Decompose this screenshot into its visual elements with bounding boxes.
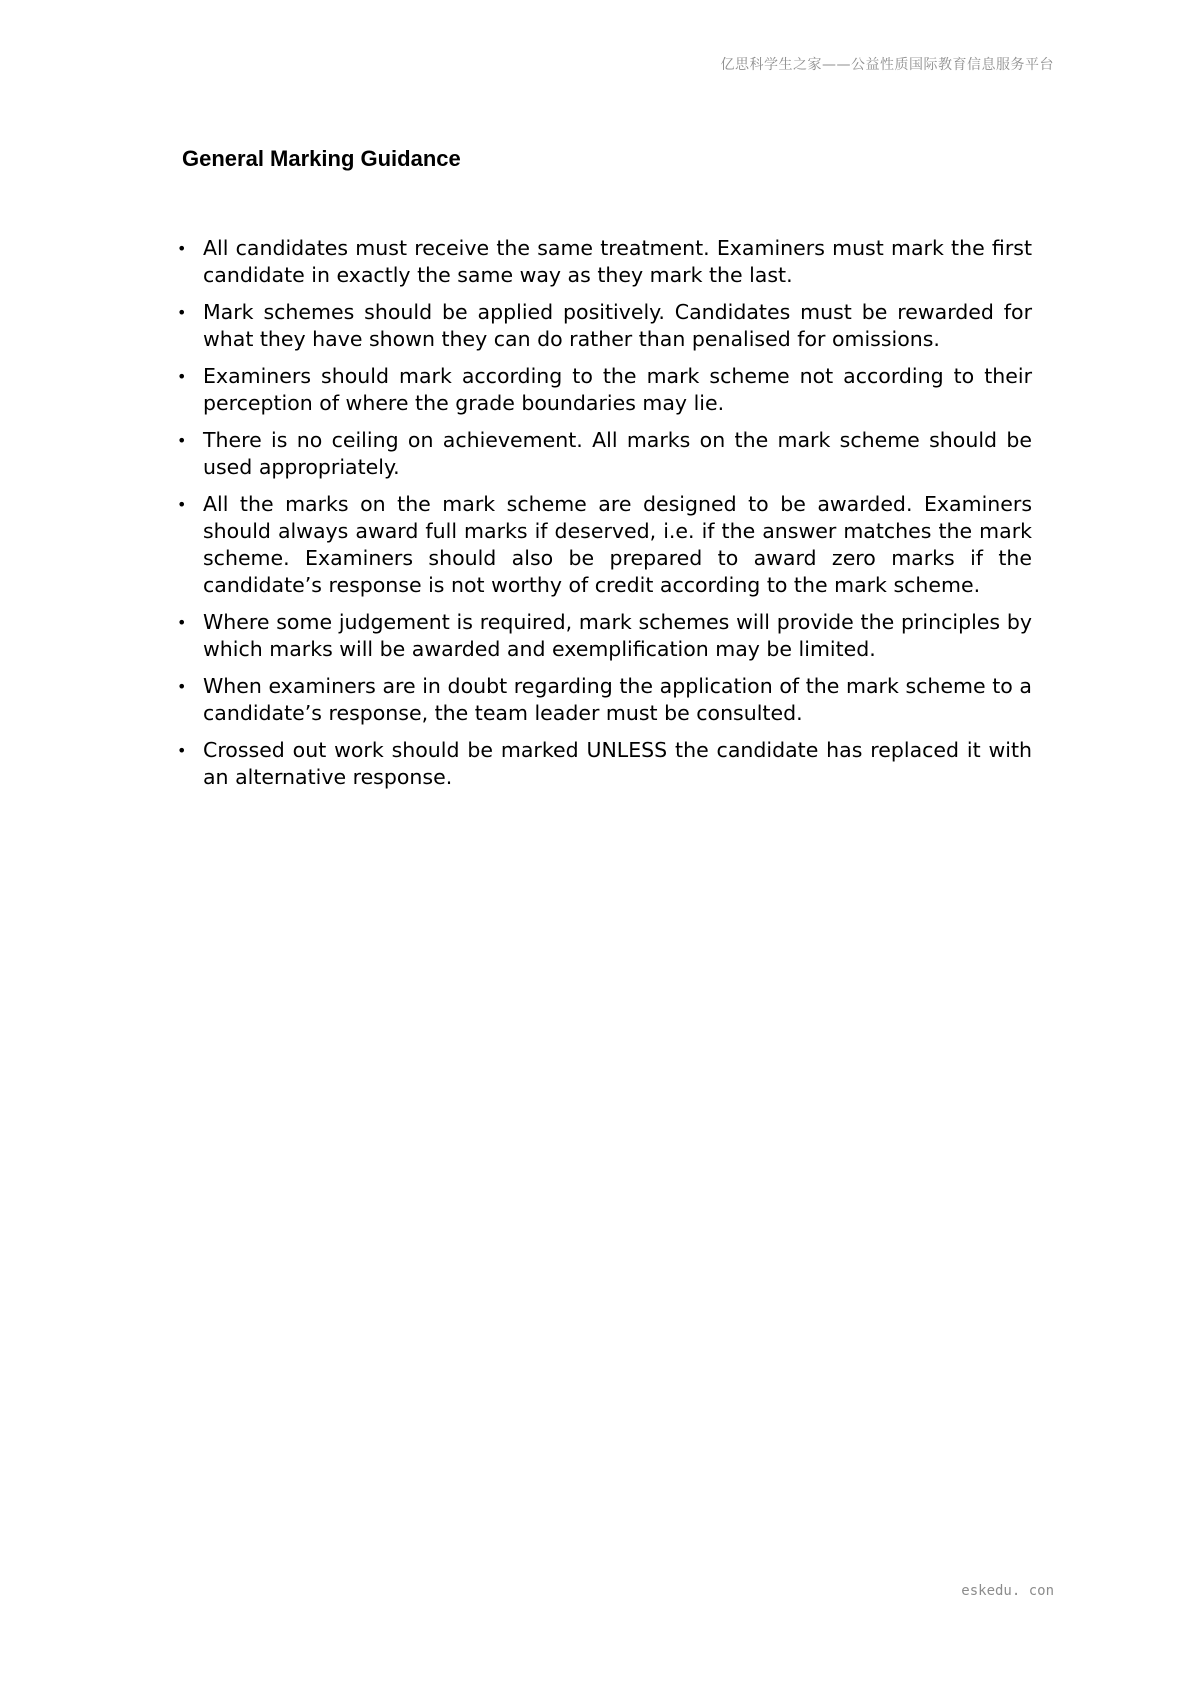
guidance-text: All candidates must receive the same treatment. Examiners must mark the first candidate in exactly the same way as they mark the last.: [203, 236, 1032, 287]
bullet-icon: •: [177, 239, 187, 258]
section-title: General Marking Guidance: [182, 146, 461, 171]
guidance-text: Examiners should mark according to the mark scheme not according to their perception of where the grade boundaries may lie.: [203, 364, 1032, 415]
guidance-text: Mark schemes should be applied positively. Candidates must be rewarded for what they have shown they can do rather than penalised for omissions.: [203, 300, 1032, 351]
bullet-icon: •: [177, 367, 187, 386]
bullet-icon: •: [177, 303, 187, 322]
page-header-watermark: 亿思科学生之家——公益性质国际教育信息服务平台: [720, 57, 1054, 73]
page-footer-watermark: eskedu. con: [961, 1583, 1054, 1599]
guidance-item-6: [175, 609, 1032, 663]
guidance-list: [175, 235, 1032, 801]
guidance-item-1: [175, 235, 1032, 289]
guidance-text: Crossed out work should be marked UNLESS the candidate has replaced it with an alternative response.: [203, 738, 1032, 789]
bullet-icon: •: [177, 677, 187, 696]
guidance-item-5: [175, 491, 1032, 599]
guidance-item-4: [175, 427, 1032, 481]
guidance-text: All the marks on the mark scheme are designed to be awarded. Examiners should always award full marks if deserved, i.e. if the answer matches the mark scheme. Examiners should also be prepared to award zero marks if the candidate’s response is not worthy of credit according to the mark scheme.: [203, 492, 1032, 597]
guidance-text: Where some judgement is required, mark schemes will provide the principles by which marks will be awarded and exemplification may be limited.: [203, 610, 1032, 661]
bullet-icon: •: [177, 495, 187, 514]
guidance-item-2: [175, 299, 1032, 353]
guidance-item-7: [175, 673, 1032, 727]
bullet-icon: •: [177, 741, 187, 760]
guidance-text: When examiners are in doubt regarding the application of the mark scheme to a candidate’s response, the team leader must be consulted.: [203, 674, 1032, 725]
bullet-icon: •: [177, 431, 187, 450]
bullet-icon: •: [177, 613, 187, 632]
guidance-item-3: [175, 363, 1032, 417]
guidance-text: There is no ceiling on achievement. All marks on the mark scheme should be used appropriately.: [203, 428, 1032, 479]
guidance-item-8: [175, 737, 1032, 791]
